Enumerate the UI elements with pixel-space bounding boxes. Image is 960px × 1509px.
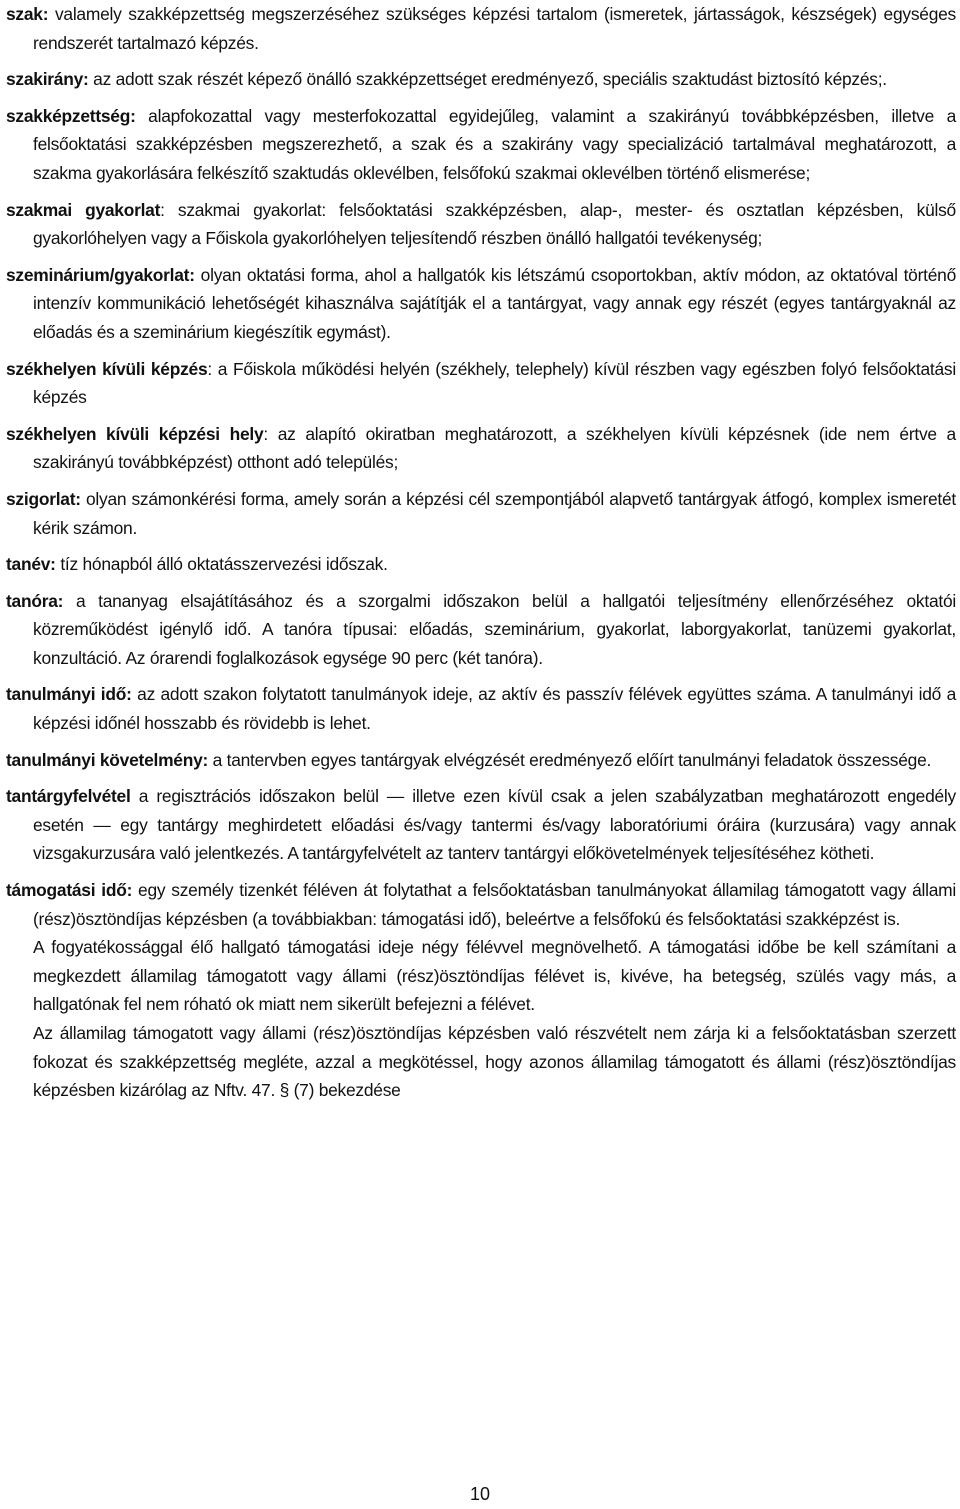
glossary-entry-szakirany [6, 65, 956, 94]
glossary-entry-szak [6, 0, 956, 57]
continuation-paragraph: Az államilag támogatott vagy állami (rész)ösztöndíjas képzésben való részvételt nem zárja ki a felsőoktatásban szerzett fokozat és szakképzettség megléte, azzal a megkötéssel, hogy azonos államilag támogatott és állami (rész)ösztöndíjas képzésben kizárólag az Nftv. 47. § (7) bekezdése [33, 1023, 956, 1101]
term-szakkepzettseg: szakképzettség: [6, 105, 136, 126]
glossary-entry-szeminarium [6, 261, 956, 347]
term-tanev: tanév: [6, 554, 56, 575]
definition-szeminarium: olyan oktatási forma, ahol a hallgatók kis létszámú csoportokban, aktív módon, az oktatóval történő intenzív kommunikáció lehetőségét kihasználva sajátítják el a tantárgyat, vagy annak egy részét (egyes tantárgyaknál az előadás és a szeminárium kiegészítik egymást). [33, 264, 956, 342]
term-szakirany: szakirány: [6, 69, 89, 90]
glossary-content [6, 0, 956, 1105]
definition-szakirany: az adott szak részét képező önálló szakképzettséget eredményező, speciális szaktudást biztosító képzés;. [88, 69, 887, 90]
glossary-entry-tantargyfelvetel [6, 782, 956, 868]
definition-szigorlat: olyan számonkérési forma, amely során a képzési cél szempontjából alapvető tantárgyak átfogó, komplex ismeretét kérik számon. [33, 488, 956, 538]
definition-tantargyfelvetel: a regisztrációs időszakon belül ― illetve ezen kívül csak a jelen szabályzatban meghatározott engedély esetén ― egy tantárgy meghirdetett előadási és/vagy tantermi és/vagy laboratóriumi óráira (kurzusára) vagy annak vizsgakurzusára való jelentkezés. A tantárgyfelvételt az tanterv tantárgyi előkövetelmények teljesítéséhez kötheti. [33, 786, 956, 864]
definition-szak: valamely szakképzettség megszerzéséhez szükséges képzési tartalom (ismeretek, jártasságok, készségek) egységes rendszerét tartalmazó képzés. [33, 4, 956, 53]
glossary-entry-szakkepzettseg [6, 102, 956, 188]
definition-tanora: a tananyag elsajátításához és a szorgalmi időszakon belül a hallgatói teljesítmény ellenőrzéséhez oktatói közreműködést igénylő idő. A tanóra típusai: előadás, szeminárium, gyakorlat, laborgyakorlat, tanüzemi gyakorlat, konzultáció. Az órarendi foglalkozások egysége 90 perc (két tanóra). [33, 590, 956, 668]
glossary-entry-szigorlat [6, 485, 956, 542]
continuation-paragraph: A fogyatékossággal élő hallgató támogatási ideje négy félévvel megnövelhető. A támogatási időbe be kell számítani a megkezdett államilag támogatott vagy állami (rész)ösztöndíjas félévet is, kivéve, ha betegség, szülés vagy más, a hallgatónak fel nem róható ok miatt nem sikerült befejezni a félévet. [33, 937, 956, 1015]
term-szekhelyen-kivuli-kepzesi-hely: székhelyen kívüli képzési hely [6, 423, 264, 444]
glossary-entry-tamogatasi-ido [6, 876, 956, 933]
definition-tamogatasi-ido: egy személy tizenkét féléven át folytathat a felsőoktatásban tanulmányokat államilag támogatott vagy állami (rész)ösztöndíjas képzésben (a továbbiakban: támogatási idő), beleértve a felsőfokú és felsőoktatási szakképzést is. [33, 880, 956, 929]
glossary-entry-szekhelyen-kivuli-kepzes [6, 355, 956, 412]
definition-szakkepzettseg: alapfokozattal vagy mesterfokozattal egyidejűleg, valamint a szakirányú továbbképzésben, illetve a felsőoktatási szakképzésben megszerezhető, a szak és a szakirány vagy specializáció tartalmával meghatározott, a szakma gyakorlására felkészítő szaktudás oklevélben, felsőfokú szakmai oklevélben történő elismerése; [33, 105, 956, 183]
glossary-entry-tanora [6, 587, 956, 673]
term-szigorlat: szigorlat: [6, 488, 81, 509]
term-tanulmanyi-kovetelmeny: tanulmányi követelmény: [6, 749, 209, 770]
definition-tanulmanyi-ido: az adott szakon folytatott tanulmányok ideje, az aktív és passzív félévek együttes száma. A tanulmányi idő a képzési időnél hosszabb és rövidebb is lehet. [33, 684, 956, 734]
term-tamogatasi-ido: támogatási idő: [6, 880, 133, 901]
term-szakmai-gyakorlat: szakmai gyakorlat [6, 199, 161, 220]
term-tanora: tanóra: [6, 590, 64, 611]
definition-tanulmanyi-kovetelmeny: a tantervben egyes tantárgyak elvégzését eredményező előírt tanulmányi feladatok összessége. [208, 749, 932, 770]
glossary-entry-szakmai-gyakorlat [6, 196, 956, 253]
glossary-entry-tanulmanyi-kovetelmeny [6, 746, 956, 775]
term-szekhelyen-kivuli-kepzes: székhelyen kívüli képzés [6, 358, 208, 379]
glossary-entry-tanev [6, 550, 956, 579]
definition-szakmai-gyakorlat: : szakmai gyakorlat: felsőoktatási szakképzésben, alap-, mester- és osztatlan képzésben, külső gyakorlóhelyen vagy a Főiskola gyakorlóhelyen teljesítendő részben önálló hallgatói tevékenység; [33, 199, 956, 249]
term-szak: szak: [6, 4, 49, 24]
term-szeminarium: szeminárium/gyakorlat: [6, 264, 195, 285]
page-number: 10 [469, 1484, 491, 1504]
definition-szekhelyen-kivuli-kepzesi-hely: : az alapító okiratban meghatározott, a székhelyen kívüli képzésnek (ide nem értve a szakirányú továbbképzést) otthont adó település; [33, 423, 956, 473]
glossary-entry-szekhelyen-kivuli-kepzesi-hely [6, 420, 956, 477]
definition-tanev: tíz hónapból álló oktatásszervezési időszak. [55, 554, 388, 575]
definition-szekhelyen-kivuli-kepzes: : a Főiskola működési helyén (székhely, telephely) kívül részben vagy egészben folyó felsőoktatási képzés [33, 358, 956, 408]
term-tantargyfelvetel: tantárgyfelvétel [6, 786, 131, 807]
glossary-entry-tanulmanyi-ido [6, 680, 956, 737]
term-tanulmanyi-ido: tanulmányi idő: [6, 684, 132, 705]
